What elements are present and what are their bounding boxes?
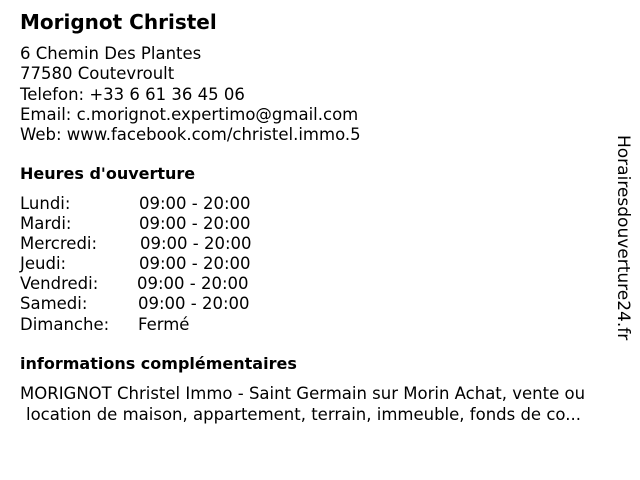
description-text bbox=[20, 384, 632, 425]
day-label: Mercredi: bbox=[20, 234, 98, 254]
hours-row-monday bbox=[20, 194, 420, 214]
time-value: 09:00 - 20:00 bbox=[139, 194, 251, 213]
hours-row-thursday bbox=[20, 254, 420, 274]
day-label: Lundi: bbox=[20, 194, 71, 213]
business-name: Morignot Christel bbox=[20, 10, 217, 34]
hours-row-saturday bbox=[20, 294, 420, 314]
address-city: 77580 Coutevroult bbox=[20, 64, 175, 84]
day-label: Samedi: bbox=[20, 294, 88, 314]
day-label: Vendredi: bbox=[20, 274, 99, 294]
description-line: MORIGNOT Christel Immo - Saint Germain sur Morin Achat, vente ou bbox=[20, 384, 586, 403]
contact-block bbox=[20, 44, 361, 145]
hours-row-sunday bbox=[20, 315, 420, 335]
time-value: Fermé bbox=[138, 314, 190, 334]
opening-hours-table bbox=[20, 194, 420, 335]
hours-row-wednesday bbox=[20, 234, 420, 254]
day-label: Jeudi: bbox=[20, 254, 67, 274]
time-value: 09:00 - 20:00 bbox=[138, 294, 250, 314]
description-line: location de maison, appartement, terrain, immeuble, fonds de co... bbox=[26, 404, 581, 424]
phone-line: Telefon: +33 6 61 36 45 06 bbox=[20, 84, 245, 104]
address-street: 6 Chemin Des Plantes bbox=[20, 44, 202, 63]
time-value: 09:00 - 20:00 bbox=[139, 254, 251, 274]
day-label: Mardi: bbox=[20, 214, 72, 234]
hours-row-friday bbox=[20, 274, 420, 294]
hours-heading: Heures d'ouverture bbox=[20, 164, 196, 183]
day-label: Dimanche: bbox=[20, 314, 110, 334]
email-line: Email: c.morignot.expertimo@gmail.com bbox=[20, 104, 359, 124]
time-value: 09:00 - 20:00 bbox=[139, 214, 251, 234]
site-watermark: Horairesdouverture24.fr bbox=[613, 135, 633, 341]
web-line: Web: www.facebook.com/christel.immo.5 bbox=[20, 125, 361, 145]
info-heading: informations complémentaires bbox=[20, 354, 297, 373]
time-value: 09:00 - 20:00 bbox=[140, 234, 252, 254]
time-value: 09:00 - 20:00 bbox=[137, 274, 249, 294]
hours-row-tuesday bbox=[20, 214, 420, 234]
